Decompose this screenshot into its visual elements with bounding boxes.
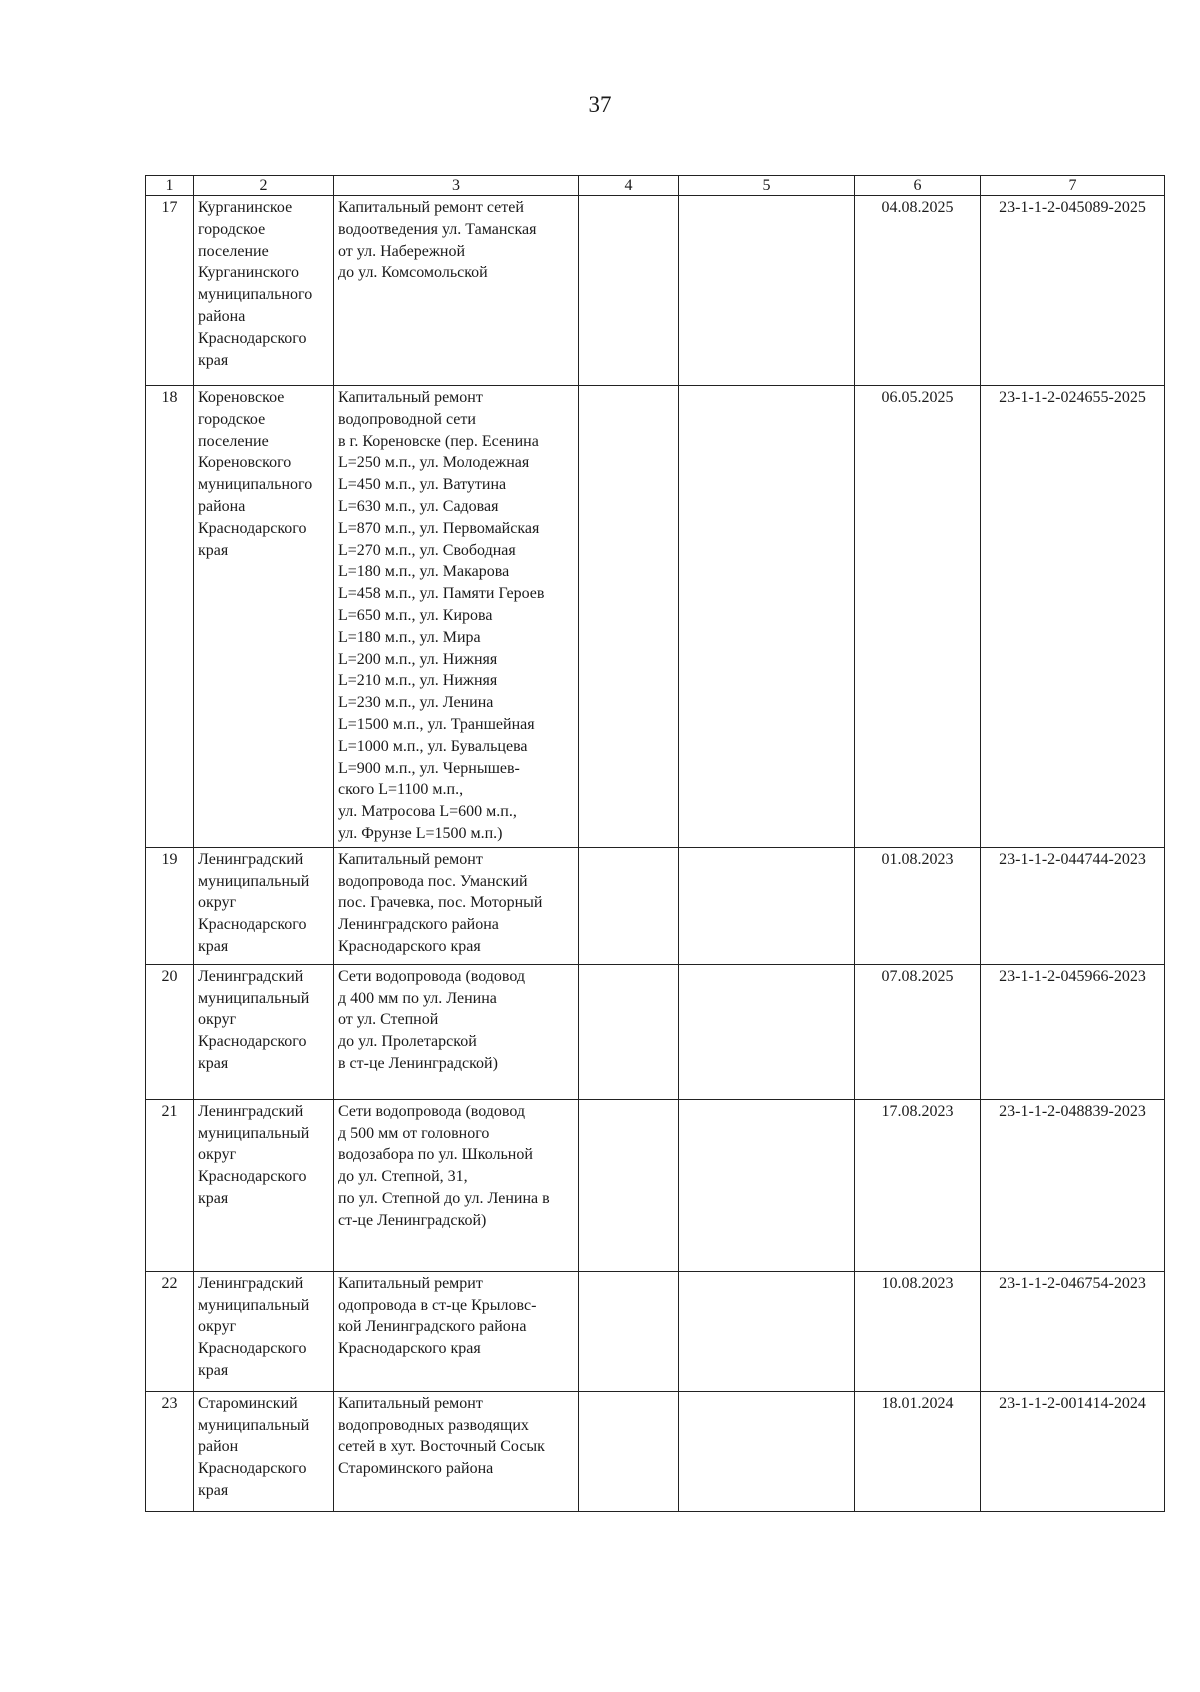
page-number: 37: [588, 92, 612, 117]
table-row: [146, 196, 1165, 386]
row-number: 20: [146, 964, 194, 1099]
date-cell: 18.01.2024: [855, 1391, 981, 1511]
header-cell-4: 4: [579, 176, 679, 196]
table-header: [146, 176, 1165, 196]
table-row: [146, 1391, 1165, 1511]
municipality-cell: Курганинское городское поселение Курганинского муниципального района Краснодарского края: [194, 196, 334, 386]
object-name-cell: Сети водопровода (водовод д 500 мм от головного водозабора по ул. Школьной до ул. Степной, 31, по ул. Степной до ул. Ленина в ст-це Ленинградской): [334, 1099, 579, 1271]
registry-code-cell: 23-1-1-2-024655-2025: [981, 386, 1165, 848]
column-4-cell: [579, 196, 679, 386]
column-5-cell: [679, 386, 855, 848]
municipality-cell: Староминский муниципальный район Краснодарского края: [194, 1391, 334, 1511]
column-5-cell: [679, 1099, 855, 1271]
municipality-cell: Ленинградский муниципальный округ Краснодарского края: [194, 847, 334, 964]
header-cell-5: 5: [679, 176, 855, 196]
column-5-cell: [679, 847, 855, 964]
row-number: 17: [146, 196, 194, 386]
registry-code-cell: 23-1-1-2-048839-2023: [981, 1099, 1165, 1271]
municipality-cell: Ленинградский муниципальный округ Краснодарского края: [194, 1271, 334, 1391]
row-number: 21: [146, 1099, 194, 1271]
column-5-cell: [679, 1391, 855, 1511]
header-cell-3: 3: [334, 176, 579, 196]
header-cell-6: 6: [855, 176, 981, 196]
registry-code-cell: 23-1-1-2-045089-2025: [981, 196, 1165, 386]
table-row: [146, 386, 1165, 848]
column-5-cell: [679, 196, 855, 386]
date-cell: 10.08.2023: [855, 1271, 981, 1391]
header-cell-2: 2: [194, 176, 334, 196]
table-row: [146, 964, 1165, 1099]
column-4-cell: [579, 1271, 679, 1391]
table-row: [146, 1271, 1165, 1391]
object-name-cell: Капитальный ремонт водопровода пос. Уманский пос. Грачевка, пос. Моторный Ленинградского района Краснодарского края: [334, 847, 579, 964]
date-cell: 04.08.2025: [855, 196, 981, 386]
object-name-cell: Сети водопровода (водовод д 400 мм по ул. Ленина от ул. Степной до ул. Пролетарской в ст-це Ленинградской): [334, 964, 579, 1099]
registry-code-cell: 23-1-1-2-045966-2023: [981, 964, 1165, 1099]
column-5-cell: [679, 1271, 855, 1391]
header-row: [146, 176, 1165, 196]
row-number: 22: [146, 1271, 194, 1391]
column-4-cell: [579, 1099, 679, 1271]
table-row: [146, 1099, 1165, 1271]
column-5-cell: [679, 964, 855, 1099]
registry-code-cell: 23-1-1-2-044744-2023: [981, 847, 1165, 964]
object-name-cell: Капитальный ремонт сетей водоотведения ул. Таманская от ул. Набережной до ул. Комсомольской: [334, 196, 579, 386]
row-number: 19: [146, 847, 194, 964]
table-row: [146, 847, 1165, 964]
registry-code-cell: 23-1-1-2-046754-2023: [981, 1271, 1165, 1391]
registry-code-cell: 23-1-1-2-001414-2024: [981, 1391, 1165, 1511]
data-table: [145, 175, 1165, 1512]
header-cell-7: 7: [981, 176, 1165, 196]
date-cell: 06.05.2025: [855, 386, 981, 848]
object-name-cell: Капитальный ремонт водопроводной сети в г. Кореновске (пер. Есенина L=250 м.п., ул. Молодежная L=450 м.п., ул. Ватутина L=630 м.п., ул. Садовая L=870 м.п., ул. Первомайская L=270 м.п., ул. Свободная L=180 м.п., ул. Макарова L=458 м.п., ул. Памяти Героев L=650 м.п., ул. Кирова L=180 м.п., ул. Мира L=200 м.п., ул. Нижняя L=210 м.п., ул. Нижняя L=230 м.п., ул. Ленина L=1500 м.п., ул. Траншейная L=1000 м.п., ул. Бувальцева L=900 м.п., ул. Чернышев- ского L=1100 м.п., ул. Матросова L=600 м.п., ул. Фрунзе L=1500 м.п.): [334, 386, 579, 848]
column-4-cell: [579, 847, 679, 964]
table-body: [146, 196, 1165, 1512]
object-name-cell: Капитальный ремрит одопровода в ст-це Крыловс- кой Ленинградского района Краснодарского края: [334, 1271, 579, 1391]
date-cell: 01.08.2023: [855, 847, 981, 964]
row-number: 18: [146, 386, 194, 848]
municipality-cell: Кореновское городское поселение Кореновского муниципального района Краснодарского края: [194, 386, 334, 848]
row-number: 23: [146, 1391, 194, 1511]
date-cell: 07.08.2025: [855, 964, 981, 1099]
date-cell: 17.08.2023: [855, 1099, 981, 1271]
column-4-cell: [579, 964, 679, 1099]
municipality-cell: Ленинградский муниципальный округ Краснодарского края: [194, 964, 334, 1099]
column-4-cell: [579, 386, 679, 848]
header-cell-1: 1: [146, 176, 194, 196]
municipality-cell: Ленинградский муниципальный округ Краснодарского края: [194, 1099, 334, 1271]
column-4-cell: [579, 1391, 679, 1511]
object-name-cell: Капитальный ремонт водопроводных разводящих сетей в хут. Восточный Сосык Староминского района: [334, 1391, 579, 1511]
